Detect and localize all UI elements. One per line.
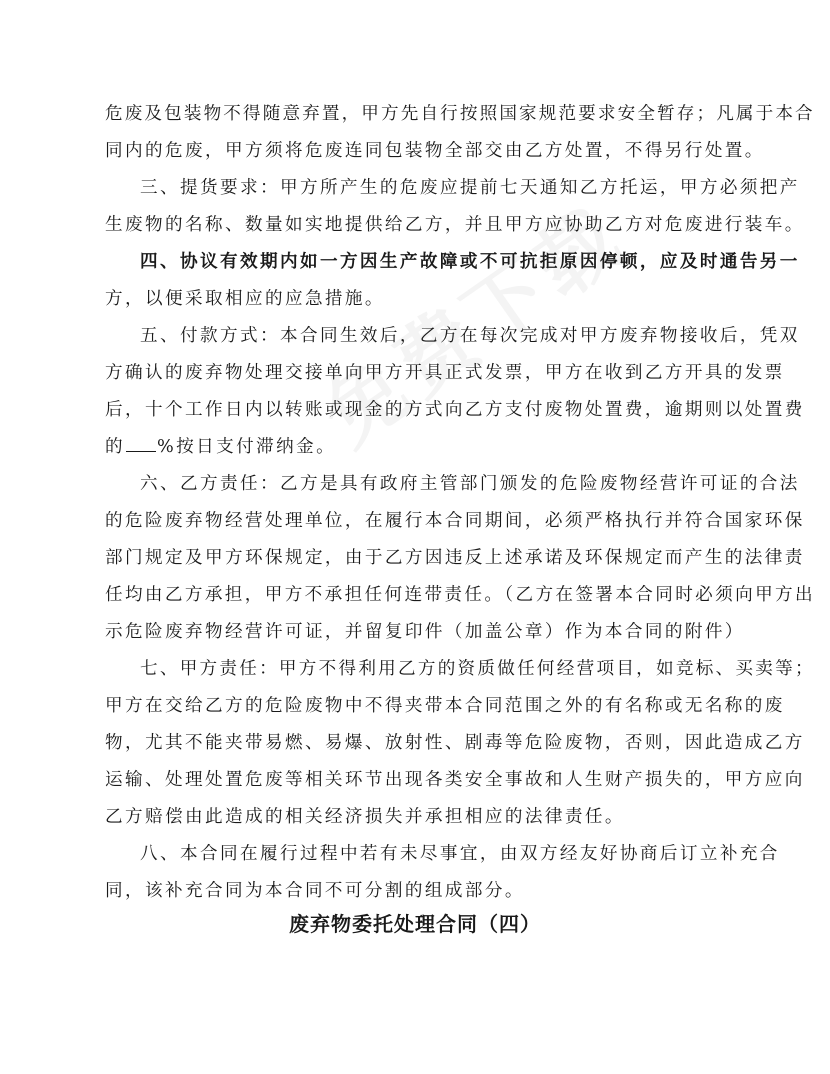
section-6-line: 的危险废弃物经营处理单位，在履行本合同期间，必须严格执行并符合国家环保 (105, 511, 805, 531)
section-8-line: 八、本合同在履行过程中若有未尽事宜，由双方经友好协商后订立补充合 (140, 844, 780, 864)
section-7-line: 七、甲方责任：甲方不得利用乙方的资质做任何经营项目，如竞标、买卖等； (140, 659, 815, 679)
section-4-line: 方，以便采取相应的应急措施。 (105, 289, 385, 309)
section-6-line: 示危险废弃物经营许可证，并留复印件（加盖公章）作为本合同的附件） (105, 622, 745, 642)
section-5-line (105, 435, 336, 459)
section-3-line: 生废物的名称、数量如实地提供给乙方，并且甲方应协助乙方对危废进行装车。 (105, 215, 805, 235)
text-segment: %按日支付滞纳金。 (157, 437, 337, 457)
section-7-line: 乙方赔偿由此造成的相关经济损失并承担相应的法律责任。 (105, 807, 625, 827)
section-5-line: 五、付款方式：本合同生效后，乙方在每次完成对甲方废弃物接收后，凭双 (140, 326, 800, 346)
section-7-line: 物，尤其不能夹带易燃、易爆、放射性、剧毒等危险废物，否则，因此造成乙方 (105, 733, 805, 753)
section-5-line: 方确认的废弃物处理交接单向甲方开具正式发票，甲方在收到乙方开具的发票 (105, 363, 785, 383)
section-7-line: 甲方在交给乙方的危险废物中不得夹带本合同范围之外的有名称或无名称的废 (105, 696, 785, 716)
section-4-line: 四、协议有效期内如一方因生产故障或不可抗拒原因停顿，应及时通告另一 (140, 251, 800, 272)
contract-title: 废弃物委托处理合同（四） (289, 912, 541, 936)
section-6-line: 任均由乙方承担，甲方不承担任何连带责任。（乙方在签署本合同时必须向甲方出 (105, 585, 815, 605)
section-7-line: 运输、处理处置危废等相关环节出现各类安全事故和人生财产损失的，甲方应向 (105, 770, 805, 790)
section-3-line: 三、提货要求：甲方所产生的危废应提前七天通知乙方托运，甲方必须把产 (140, 178, 800, 198)
paragraph-line: 同内的危废，甲方须将危废连同包装物全部交由乙方处置，不得另行处置。 (105, 141, 765, 161)
section-5-line: 后，十个工作日内以转账或现金的方式向乙方支付废物处置费，逾期则以处置费 (105, 400, 805, 420)
fill-in-blank[interactable] (126, 435, 156, 452)
section-6-line: 部门规定及甲方环保规定，由于乙方因违反上述承诺及环保规定而产生的法律责 (105, 548, 805, 568)
section-6-line: 六、乙方责任：乙方是具有政府主管部门颁发的危险废物经营许可证的合法 (140, 474, 800, 494)
text-segment: 的 (105, 437, 125, 457)
section-8-line: 同，该补充合同为本合同不可分割的组成部分。 (105, 881, 525, 901)
paragraph-line: 危废及包装物不得随意弃置，甲方先自行按照国家规范要求安全暂存；凡属于本合 (105, 104, 815, 124)
